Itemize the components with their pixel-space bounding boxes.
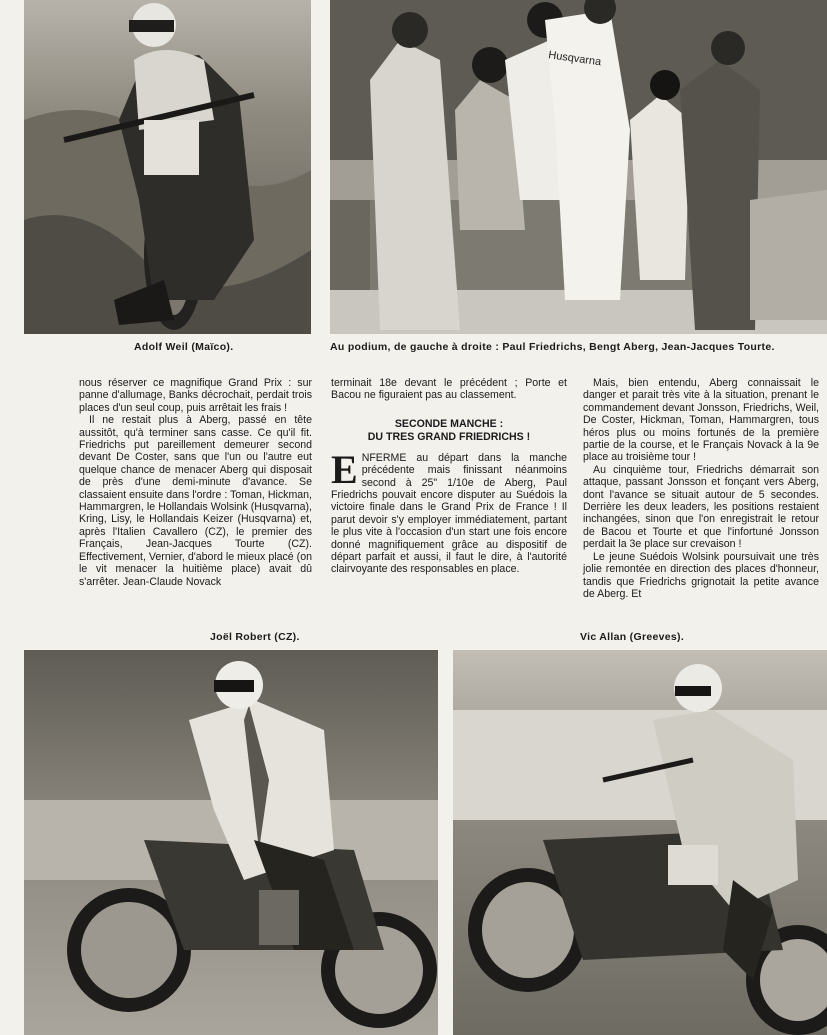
section-heading-line-1: SECONDE MANCHE : [394,417,504,430]
drop-cap: E [331,446,358,492]
article-column-2 [331,377,567,576]
photo-joel-robert [24,650,438,1035]
section-heading [331,418,567,444]
article-column-3 [583,377,819,600]
article-paragraph: Il ne restait plus à Aberg, passé en tête aussitôt, qu'à terminer sans casse. Ce qu'il fit. Friedrichs put pareillement demeurer second devant De Coster, sans que l'un ou l'autre eut quelque chance de menacer Aberg qui disposait de près d'une demi-minute d'avance. Se classaient ensuite dans l'ordre : Toman, Hickman, Hammargren, le Hollandais Wolsink (Husqvarna), Kring, Lisy, le Hollandais Keizer (Husqvarna) et, après l'Italien Cavallero (CZ), le premier des Français, Jean-Jacques Tourte (CZ). Effectivement, Vernier, d'abord le mieux placé (on le vit menacer la huitième place) avait dû s'arrêter. Jean-Claude Novack [79,414,312,588]
article-paragraph: terminait 18e devant le précédent ; Porte et Bacou ne figuraient pas au classement. [331,377,567,402]
husqvarna-banner: Husqvarna [547,49,602,69]
section-heading-line-2: DU TRES GRAND FRIEDRICHS ! [367,430,531,443]
article-paragraph: Le jeune Suédois Wolsink poursuivait une très jolie remontée en direction des places d'honneur, tandis que Friedrichs grignotait la petite avance de Aberg. Et [583,550,819,600]
caption-adolf-weil: Adolf Weil (Maïco). [134,341,234,353]
article-paragraph: Mais, bien entendu, Aberg connaissait le danger et parait très vite à la situation, prenant le commandement devant Jonsson, Friedrichs, Weil, De Coster, Hickman, Toman, Hammargren, tous héros plus ou moins fortunés de la première partie de la course, et le Français Novack à la 9e place au troisième tour ! [583,377,819,464]
article-column-1 [79,377,312,588]
photo-podium [330,0,827,334]
caption-joel-robert: Joël Robert (CZ). [210,631,300,643]
article-paragraph [331,446,567,576]
article-paragraph: Au cinquième tour, Friedrichs démarrait son attaque, passant Jonsson et fonçant vers Aberg, dont l'avance se situait autour de 5 secondes. Derrière les deux leaders, les positions restaient inchangées, sinon que l'on enregistrait le retour de Bacou et Tourte et que l'infortuné Jonsson perdait la 3e place sur crevaison ! [583,463,819,551]
caption-podium: Au podium, de gauche à droite : Paul Friedrichs, Bengt Aberg, Jean-Jacques Tourte. [330,341,775,353]
drop-cap-paragraph-text: NFERME au départ dans la manche précédente mais finissant néanmoins second à 25" 1/10e de Aberg, Paul Friedrichs pouvait encore disputer au Suédois la victoire finale dans le Grand Prix de France ! Il parut devoir s'y employer immédiatement, partant le plus vite à l'occasion d'un start une fois encore donné magnifiquement grâce au dispositif de départ parfait et aussi, il faut le dire, à l'autorité clairvoyante des responsables en place. [331,451,567,576]
photo-vic-allan [453,650,827,1035]
article-paragraph: nous réserver ce magnifique Grand Prix : sur panne d'allumage, Banks décrochait, perdait trois places d'un seul coup, puis arrêtait les frais ! [79,377,312,414]
caption-vic-allan: Vic Allan (Greeves). [580,631,685,643]
photo-adolf-weil [24,0,311,334]
